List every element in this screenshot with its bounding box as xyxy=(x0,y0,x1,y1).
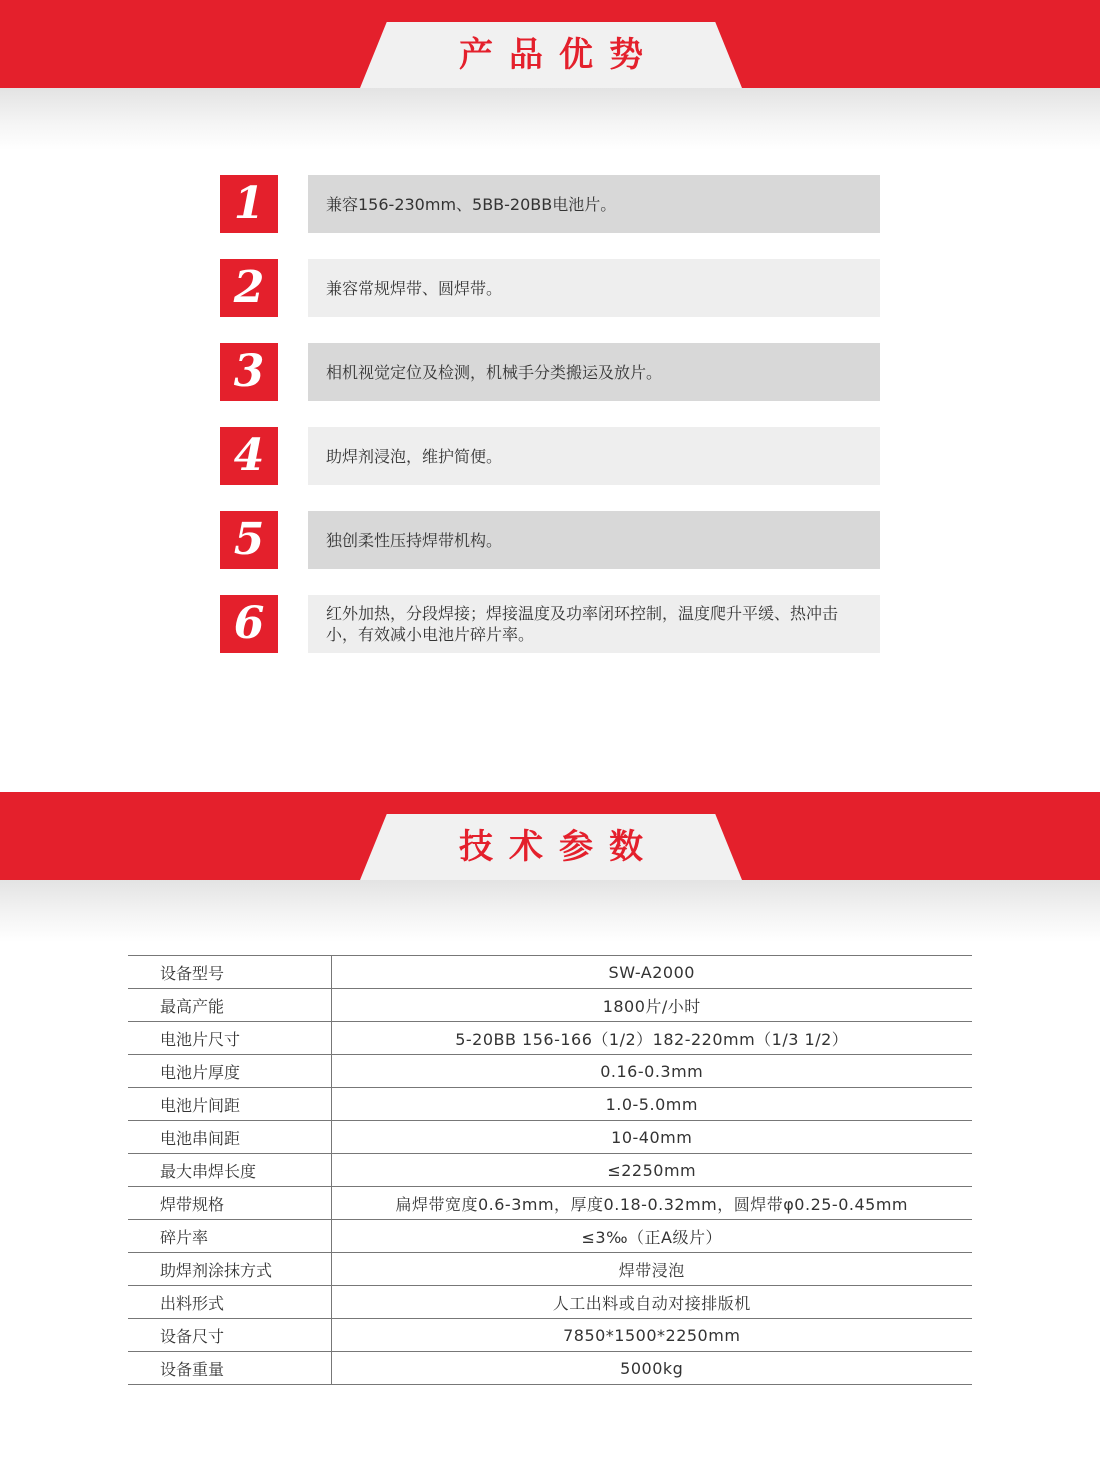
spec-value: 人工出料或自动对接排版机 xyxy=(331,1286,972,1319)
advantage-number: 1 xyxy=(220,175,278,233)
table-row xyxy=(128,1187,972,1220)
advantage-item-3 xyxy=(220,343,880,401)
spec-value: 扁焊带宽度0.6-3mm，厚度0.18-0.32mm，圆焊带φ0.25-0.45mm xyxy=(331,1187,972,1220)
table-row xyxy=(128,956,972,989)
banner-shadow xyxy=(0,88,1100,150)
advantage-number: 5 xyxy=(220,511,278,569)
table-row xyxy=(128,1286,972,1319)
spec-value: 7850*1500*2250mm xyxy=(331,1319,972,1352)
spec-label: 电池片尺寸 xyxy=(128,1022,331,1055)
specs-table xyxy=(128,955,972,1385)
spec-label: 设备型号 xyxy=(128,956,331,989)
advantage-item-1 xyxy=(220,175,880,233)
table-row xyxy=(128,1088,972,1121)
spec-label: 电池片厚度 xyxy=(128,1055,331,1088)
spec-label: 焊带规格 xyxy=(128,1187,331,1220)
advantage-number: 4 xyxy=(220,427,278,485)
spec-value: 5-20BB 156-166（1/2）182-220mm（1/3 1/2） xyxy=(331,1022,972,1055)
spec-label: 设备尺寸 xyxy=(128,1319,331,1352)
table-row xyxy=(128,1121,972,1154)
spec-label: 电池片间距 xyxy=(128,1088,331,1121)
spec-label: 电池串间距 xyxy=(128,1121,331,1154)
specs-banner xyxy=(0,792,1100,942)
spec-value: ≤3‰（正A级片） xyxy=(331,1220,972,1253)
advantage-item-6 xyxy=(220,595,880,653)
advantage-item-4 xyxy=(220,427,880,485)
banner-shadow xyxy=(0,880,1100,942)
table-row xyxy=(128,1055,972,1088)
spec-label: 碎片率 xyxy=(128,1220,331,1253)
spec-value: ≤2250mm xyxy=(331,1154,972,1187)
advantage-item-5 xyxy=(220,511,880,569)
advantage-text: 兼容常规焊带、圆焊带。 xyxy=(308,259,880,317)
advantages-title: 产品优势 xyxy=(459,35,659,75)
table-row xyxy=(128,1154,972,1187)
spec-value: 10-40mm xyxy=(331,1121,972,1154)
advantage-text: 独创柔性压持焊带机构。 xyxy=(308,511,880,569)
spec-value: 焊带浸泡 xyxy=(331,1253,972,1286)
spec-label: 出料形式 xyxy=(128,1286,331,1319)
table-row xyxy=(128,1022,972,1055)
spec-value: 0.16-0.3mm xyxy=(331,1055,972,1088)
advantage-number: 6 xyxy=(220,595,278,653)
advantage-text: 助焊剂浸泡，维护简便。 xyxy=(308,427,880,485)
spec-label: 最高产能 xyxy=(128,989,331,1022)
spec-label: 最大串焊长度 xyxy=(128,1154,331,1187)
advantage-number: 2 xyxy=(220,259,278,317)
advantage-number: 3 xyxy=(220,343,278,401)
spec-value: 1.0-5.0mm xyxy=(331,1088,972,1121)
table-row xyxy=(128,1319,972,1352)
spec-value: 5000kg xyxy=(331,1352,972,1385)
table-row xyxy=(128,1253,972,1286)
advantage-text: 红外加热，分段焊接；焊接温度及功率闭环控制，温度爬升平缓、热冲击小，有效减小电池片碎片率。 xyxy=(308,595,880,653)
table-row xyxy=(128,1352,972,1385)
spec-value: 1800片/小时 xyxy=(331,989,972,1022)
advantages-banner xyxy=(0,0,1100,150)
spec-label: 助焊剂涂抹方式 xyxy=(128,1253,331,1286)
advantage-item-2 xyxy=(220,259,880,317)
advantage-text: 相机视觉定位及检测，机械手分类搬运及放片。 xyxy=(308,343,880,401)
spec-label: 设备重量 xyxy=(128,1352,331,1385)
advantage-text: 兼容156-230mm、5BB-20BB电池片。 xyxy=(308,175,880,233)
table-row xyxy=(128,1220,972,1253)
specs-title: 技术参数 xyxy=(459,827,659,867)
table-row xyxy=(128,989,972,1022)
spec-value: SW-A2000 xyxy=(331,956,972,989)
